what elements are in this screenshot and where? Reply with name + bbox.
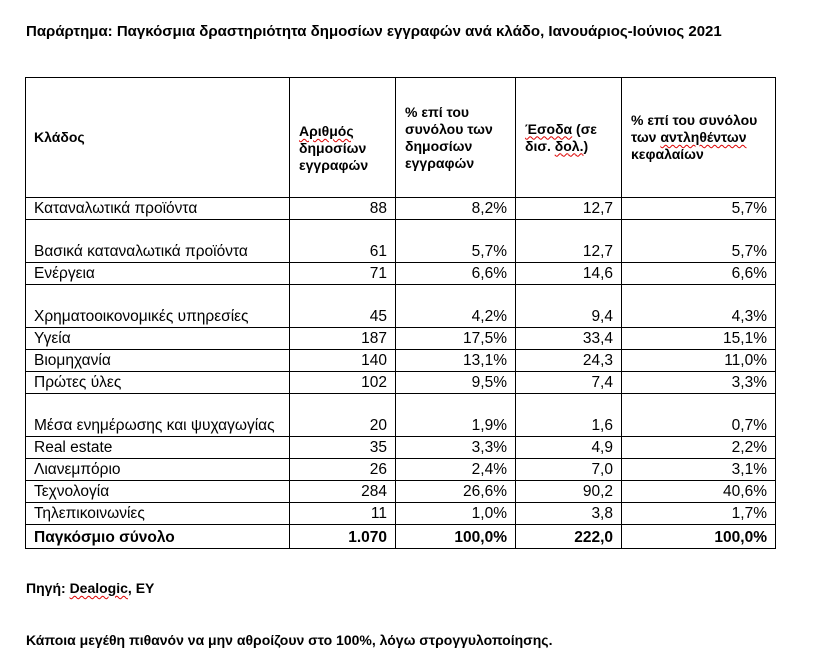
cell-count: 61 [290, 220, 396, 263]
source-suffix: , EY [127, 580, 155, 596]
cell-count-pct: 26,6% [396, 481, 516, 503]
total-cell-sector: Παγκόσμιο σύνολο [26, 525, 290, 549]
cell-revenue: 7,4 [516, 372, 622, 394]
total-row [26, 525, 776, 549]
cell-count: 20 [290, 394, 396, 437]
header-revenue-end: ) [583, 137, 589, 154]
header-revenue [516, 78, 622, 198]
cell-count-pct: 13,1% [396, 350, 516, 372]
cell-sector: Ενέργεια [26, 263, 290, 285]
rounding-note: Κάποια μεγέθη πιθανόν να μην αθροίζουν στο 100%, λόγω στρογγυλοποίησης. [26, 632, 553, 648]
cell-count: 88 [290, 198, 396, 220]
cell-sector: Λιανεμπόριο [26, 459, 290, 481]
header-count [290, 78, 396, 198]
cell-revenue: 3,8 [516, 503, 622, 525]
cell-revenue-pct: 15,1% [622, 328, 776, 350]
cell-revenue-pct: 2,2% [622, 437, 776, 459]
header-count-pct: % επί του συνόλου των δημοσίων εγγραφών [396, 78, 516, 198]
cell-revenue-pct: 11,0% [622, 350, 776, 372]
cell-sector: Τηλεπικοινωνίες [26, 503, 290, 525]
cell-count: 187 [290, 328, 396, 350]
cell-revenue: 7,0 [516, 459, 622, 481]
cell-revenue-pct: 3,1% [622, 459, 776, 481]
cell-count: 284 [290, 481, 396, 503]
cell-sector: Υγεία [26, 328, 290, 350]
header-revenue-pct-start: % επί του συνόλου των [631, 112, 758, 145]
cell-revenue-pct: 5,7% [622, 198, 776, 220]
cell-sector: Βασικά καταναλωτικά προϊόντα [26, 220, 290, 263]
cell-count-pct: 8,2% [396, 198, 516, 220]
header-revenue-word2: δολ. [554, 137, 584, 154]
cell-sector: Real estate [26, 437, 290, 459]
cell-count-pct: 9,5% [396, 372, 516, 394]
table-row [26, 285, 776, 328]
header-revenue-word1: Έσοδα [525, 120, 573, 137]
header-revenue-pct-end: κεφαλαίων [631, 146, 704, 162]
cell-revenue: 12,7 [516, 220, 622, 263]
cell-count: 45 [290, 285, 396, 328]
source-name: Dealogic [69, 580, 128, 596]
table-row [26, 394, 776, 437]
cell-count: 26 [290, 459, 396, 481]
cell-count-pct: 1,0% [396, 503, 516, 525]
document-title: Παράρτημα: Παγκόσμια δραστηριότητα δημοσίων εγγραφών ανά κλάδο, Ιανουάριος-Ιούνιος 2021 [26, 23, 722, 40]
cell-revenue: 33,4 [516, 328, 622, 350]
table-row [26, 437, 776, 459]
cell-count-pct: 2,4% [396, 459, 516, 481]
cell-sector: Βιομηχανία [26, 350, 290, 372]
cell-revenue-pct: 4,3% [622, 285, 776, 328]
table-row [26, 459, 776, 481]
cell-count: 35 [290, 437, 396, 459]
cell-revenue-pct: 40,6% [622, 481, 776, 503]
table-row [26, 481, 776, 503]
cell-count: 11 [290, 503, 396, 525]
total-cell-count: 1.070 [290, 525, 396, 549]
cell-revenue-pct: 0,7% [622, 394, 776, 437]
table-row [26, 350, 776, 372]
table-row [26, 372, 776, 394]
header-revenue-mid: (σε δισ. [525, 120, 597, 154]
cell-count-pct: 6,6% [396, 263, 516, 285]
cell-sector: Καταναλωτικά προϊόντα [26, 198, 290, 220]
cell-revenue: 1,6 [516, 394, 622, 437]
header-revenue-pct [622, 78, 776, 198]
cell-revenue-pct: 1,7% [622, 503, 776, 525]
table-row [26, 220, 776, 263]
cell-count-pct: 3,3% [396, 437, 516, 459]
cell-sector: Χρηματοοικονομικές υπηρεσίες [26, 285, 290, 328]
cell-revenue: 9,4 [516, 285, 622, 328]
cell-count-pct: 1,9% [396, 394, 516, 437]
cell-count-pct: 5,7% [396, 220, 516, 263]
cell-revenue-pct: 3,3% [622, 372, 776, 394]
cell-revenue: 4,9 [516, 437, 622, 459]
source-prefix: Πηγή: [26, 580, 70, 596]
table-body [26, 198, 776, 549]
table-header-row [26, 78, 776, 198]
total-cell-revenue-pct: 100,0% [622, 525, 776, 549]
table-row [26, 503, 776, 525]
cell-revenue: 24,3 [516, 350, 622, 372]
table-row [26, 263, 776, 285]
cell-revenue: 12,7 [516, 198, 622, 220]
header-sector: Κλάδος [26, 78, 290, 198]
total-cell-revenue: 222,0 [516, 525, 622, 549]
cell-count: 140 [290, 350, 396, 372]
cell-sector: Μέσα ενημέρωσης και ψυχαγωγίας [26, 394, 290, 437]
cell-count: 71 [290, 263, 396, 285]
cell-revenue-pct: 6,6% [622, 263, 776, 285]
cell-revenue: 90,2 [516, 481, 622, 503]
cell-count-pct: 17,5% [396, 328, 516, 350]
cell-sector: Τεχνολογία [26, 481, 290, 503]
source-line [26, 580, 154, 596]
cell-revenue-pct: 5,7% [622, 220, 776, 263]
table-row [26, 198, 776, 220]
header-revenue-pct-word: αντληθέντων [660, 129, 747, 145]
header-count-word1: Αριθμός [299, 123, 354, 139]
cell-sector: Πρώτες ύλες [26, 372, 290, 394]
cell-revenue: 14,6 [516, 263, 622, 285]
cell-count: 102 [290, 372, 396, 394]
cell-count-pct: 4,2% [396, 285, 516, 328]
table-row [26, 328, 776, 350]
total-cell-count-pct: 100,0% [396, 525, 516, 549]
header-count-rest: δημοσίων εγγραφών [299, 140, 369, 173]
ipo-sector-table [25, 77, 776, 549]
